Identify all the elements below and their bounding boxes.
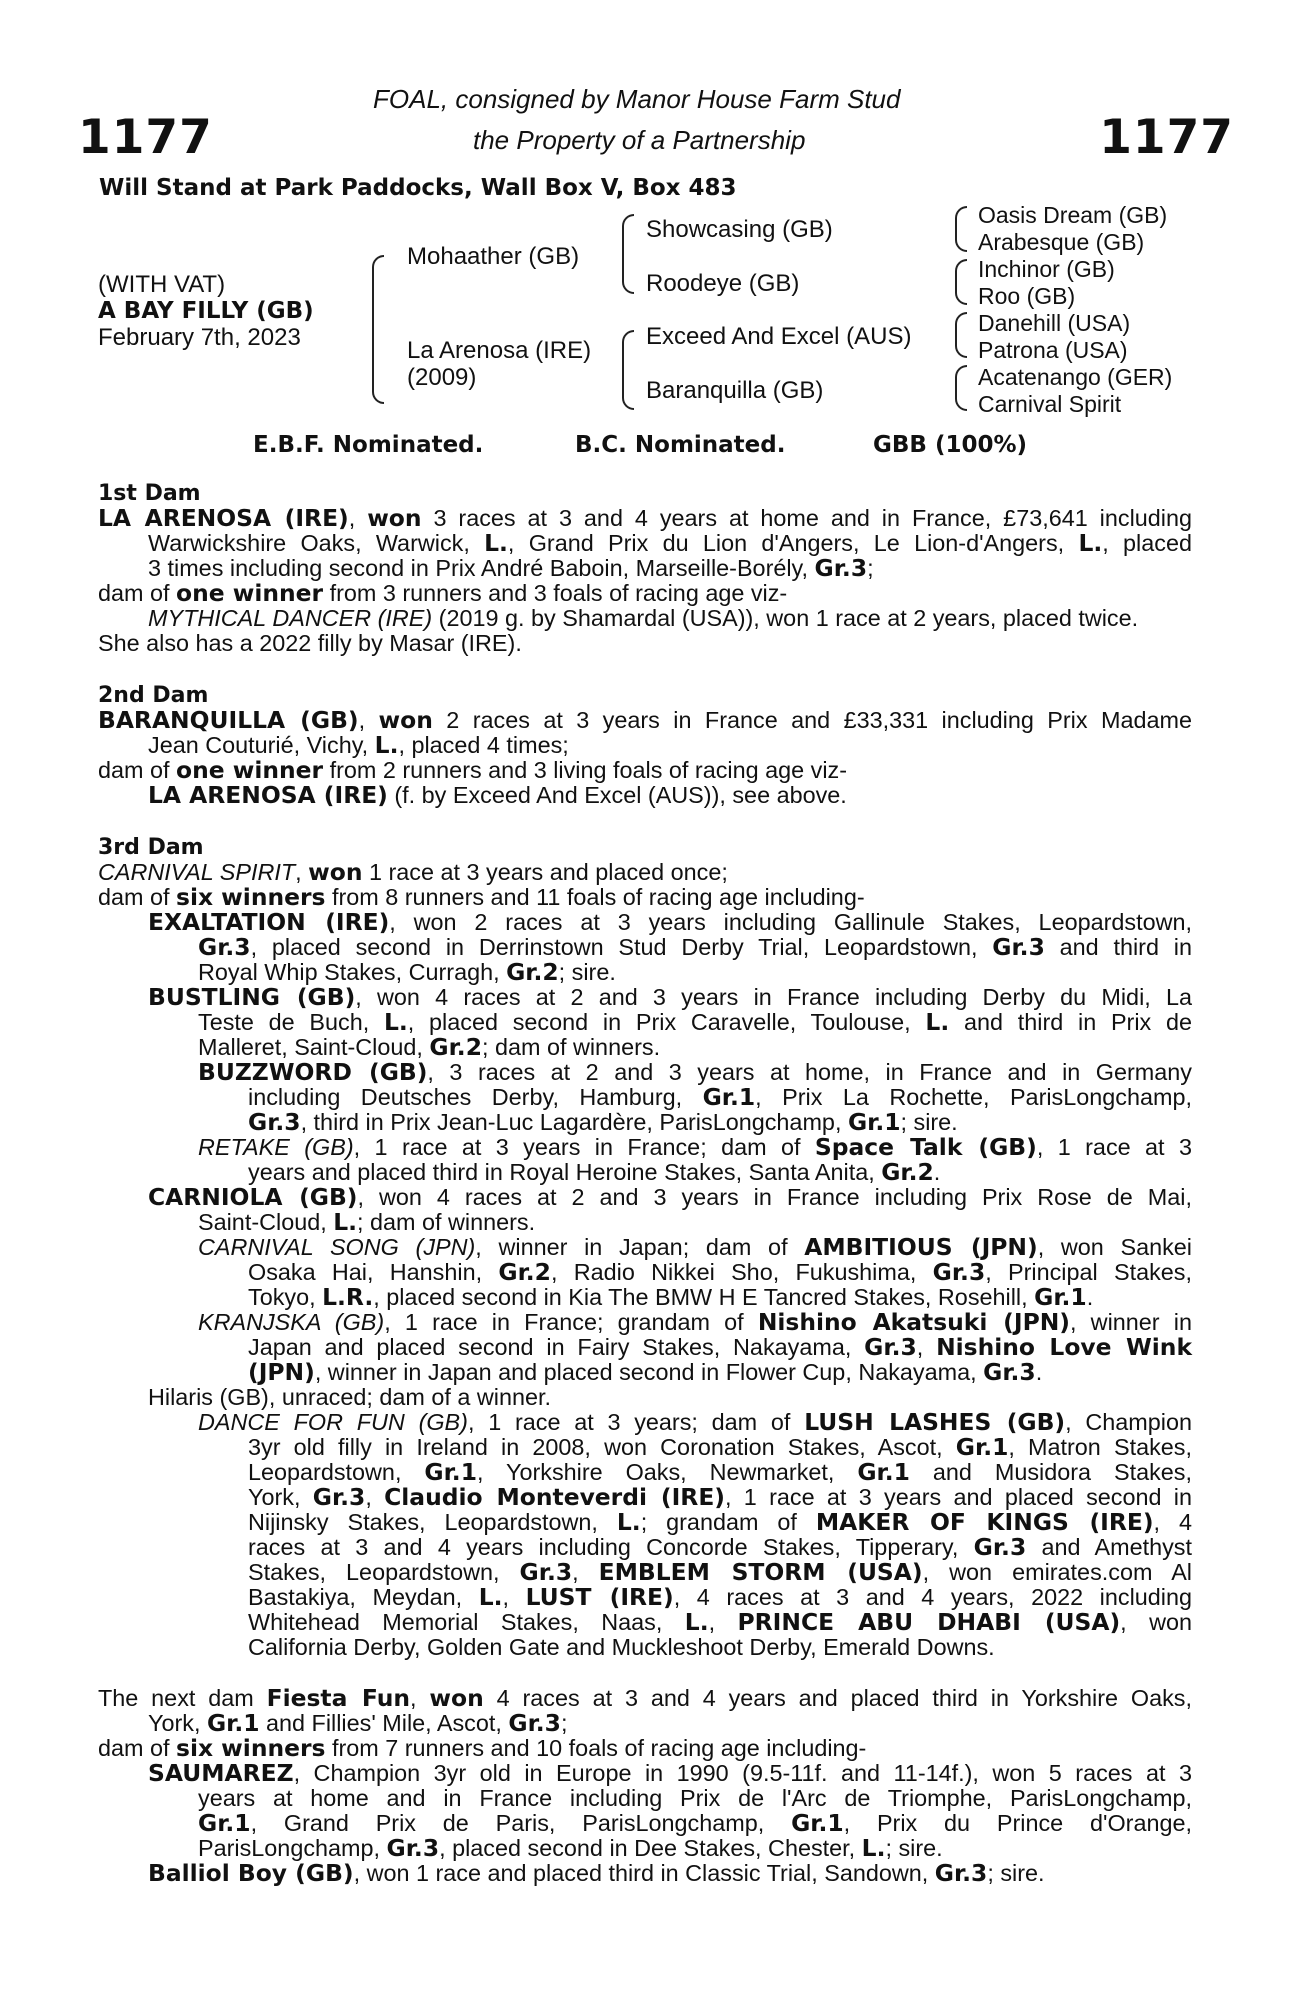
g-ddd: Carnival Spirit — [978, 391, 1122, 417]
gbb-rating: GBB (100%) — [873, 432, 1028, 458]
lot-number-right: 1177 — [1099, 110, 1234, 165]
lot-title: A BAY FILLY (GB) — [98, 298, 314, 324]
pedigree-brace-sire — [622, 214, 634, 294]
consignor-line: FOAL, consigned by Manor House Farm Stud — [373, 84, 901, 114]
g-dsd: Patrona (USA) — [978, 337, 1128, 363]
lot-number-left: 1177 — [78, 110, 213, 165]
second-dam-heading: 2nd Dam — [98, 683, 209, 708]
pedigree-brace-2 — [955, 259, 967, 305]
g-sds: Inchinor (GB) — [978, 256, 1115, 282]
g-dss: Danehill (USA) — [978, 310, 1131, 336]
dam-sire: Exceed And Excel (AUS) — [646, 323, 912, 350]
pedigree-brace-dam — [622, 330, 634, 410]
pedigree-brace-main — [372, 255, 384, 404]
foaling-date: February 7th, 2023 — [98, 324, 301, 351]
g-sdd: Roo (GB) — [978, 283, 1076, 309]
pedigree-brace-3 — [955, 312, 967, 358]
vat-note: (WITH VAT) — [98, 271, 226, 298]
g-ssd: Arabesque (GB) — [978, 229, 1145, 255]
dam-year: (2009) — [407, 364, 477, 391]
stand-location: Will Stand at Park Paddocks, Wall Box V, Box 483 — [99, 175, 737, 201]
sire-dam: Roodeye (GB) — [646, 270, 800, 297]
g-sss: Oasis Dream (GB) — [978, 202, 1168, 228]
first-dam-heading: 1st Dam — [98, 481, 201, 506]
pedigree-brace-1 — [955, 206, 967, 252]
dam-dam: Baranquilla (GB) — [646, 377, 824, 404]
sire-sire: Showcasing (GB) — [646, 216, 833, 243]
ebf-nomination: E.B.F. Nominated. — [253, 432, 484, 458]
pedigree-brace-4 — [955, 365, 967, 411]
g-dds: Acatenango (GER) — [978, 364, 1173, 390]
property-line: the Property of a Partnership — [473, 125, 806, 155]
dam: La Arenosa (IRE) — [407, 337, 592, 364]
third-dam-heading: 3rd Dam — [98, 835, 204, 860]
bc-nomination: B.C. Nominated. — [575, 432, 786, 458]
sire: Mohaather (GB) — [407, 243, 580, 270]
